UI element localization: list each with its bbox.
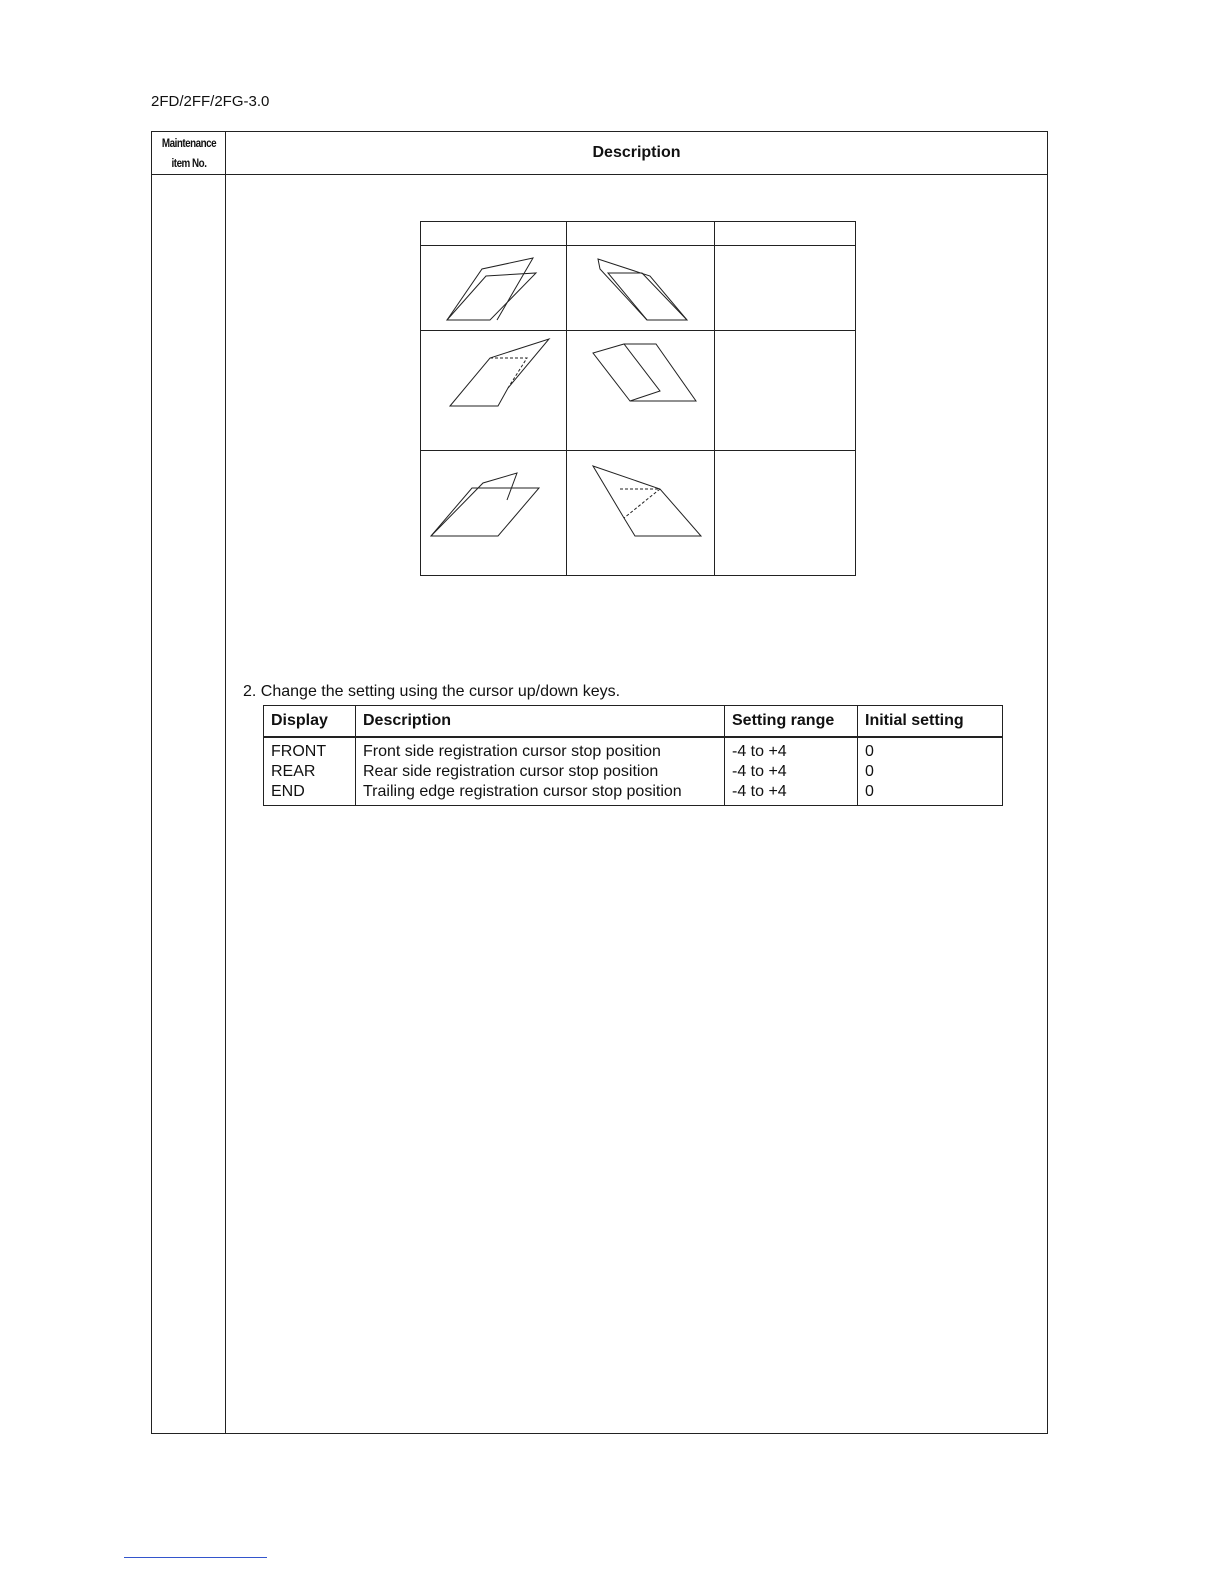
initial-cell	[858, 737, 1003, 806]
range-value: -4 to +4	[732, 743, 787, 760]
initial-value: 0	[865, 783, 874, 800]
initial-value: 0	[865, 763, 874, 780]
settings-table	[263, 705, 1003, 806]
item-no-line2: item No.	[171, 156, 207, 170]
frame-header	[152, 132, 1047, 175]
description-header: Description	[592, 144, 681, 161]
display-cell	[264, 737, 356, 806]
fold-diagram-grid	[420, 221, 856, 576]
fold-diagram-4	[593, 344, 696, 401]
initial-value: 0	[865, 743, 874, 760]
col-description-header: Description	[356, 706, 725, 738]
document-code: 2FD/2FF/2FG-3.0	[151, 93, 270, 110]
range-value: -4 to +4	[732, 763, 787, 780]
settings-header-row	[264, 706, 1003, 738]
description-value: Front side registration cursor stop position	[363, 743, 661, 760]
range-cell	[725, 737, 858, 806]
range-value: -4 to +4	[732, 783, 787, 800]
fold-diagram-5	[431, 473, 539, 536]
description-value: Rear side registration cursor stop position	[363, 763, 659, 780]
fold-diagram-3	[450, 339, 549, 406]
display-value: FRONT	[271, 743, 327, 760]
col-display-header: Display	[264, 706, 356, 738]
fold-diagram-1	[447, 258, 536, 320]
display-value: REAR	[271, 763, 316, 780]
col-initial-header: Initial setting	[858, 706, 1003, 738]
description-value: Trailing edge registration cursor stop position	[363, 783, 682, 800]
fold-diagram-6	[593, 466, 701, 536]
maintenance-frame	[151, 131, 1048, 1434]
item-no-line1: Maintenance	[161, 136, 217, 150]
fold-diagram-2	[598, 259, 687, 320]
settings-data-row	[264, 737, 1003, 806]
column-divider	[225, 132, 226, 1433]
col-range-header: Setting range	[725, 706, 858, 738]
maintenance-item-no-header	[159, 132, 220, 174]
display-value: END	[271, 783, 305, 800]
step-instruction: 2. Change the setting using the cursor up/down keys.	[243, 683, 621, 700]
description-cell	[356, 737, 725, 806]
footer-link-underline[interactable]	[124, 1557, 267, 1558]
